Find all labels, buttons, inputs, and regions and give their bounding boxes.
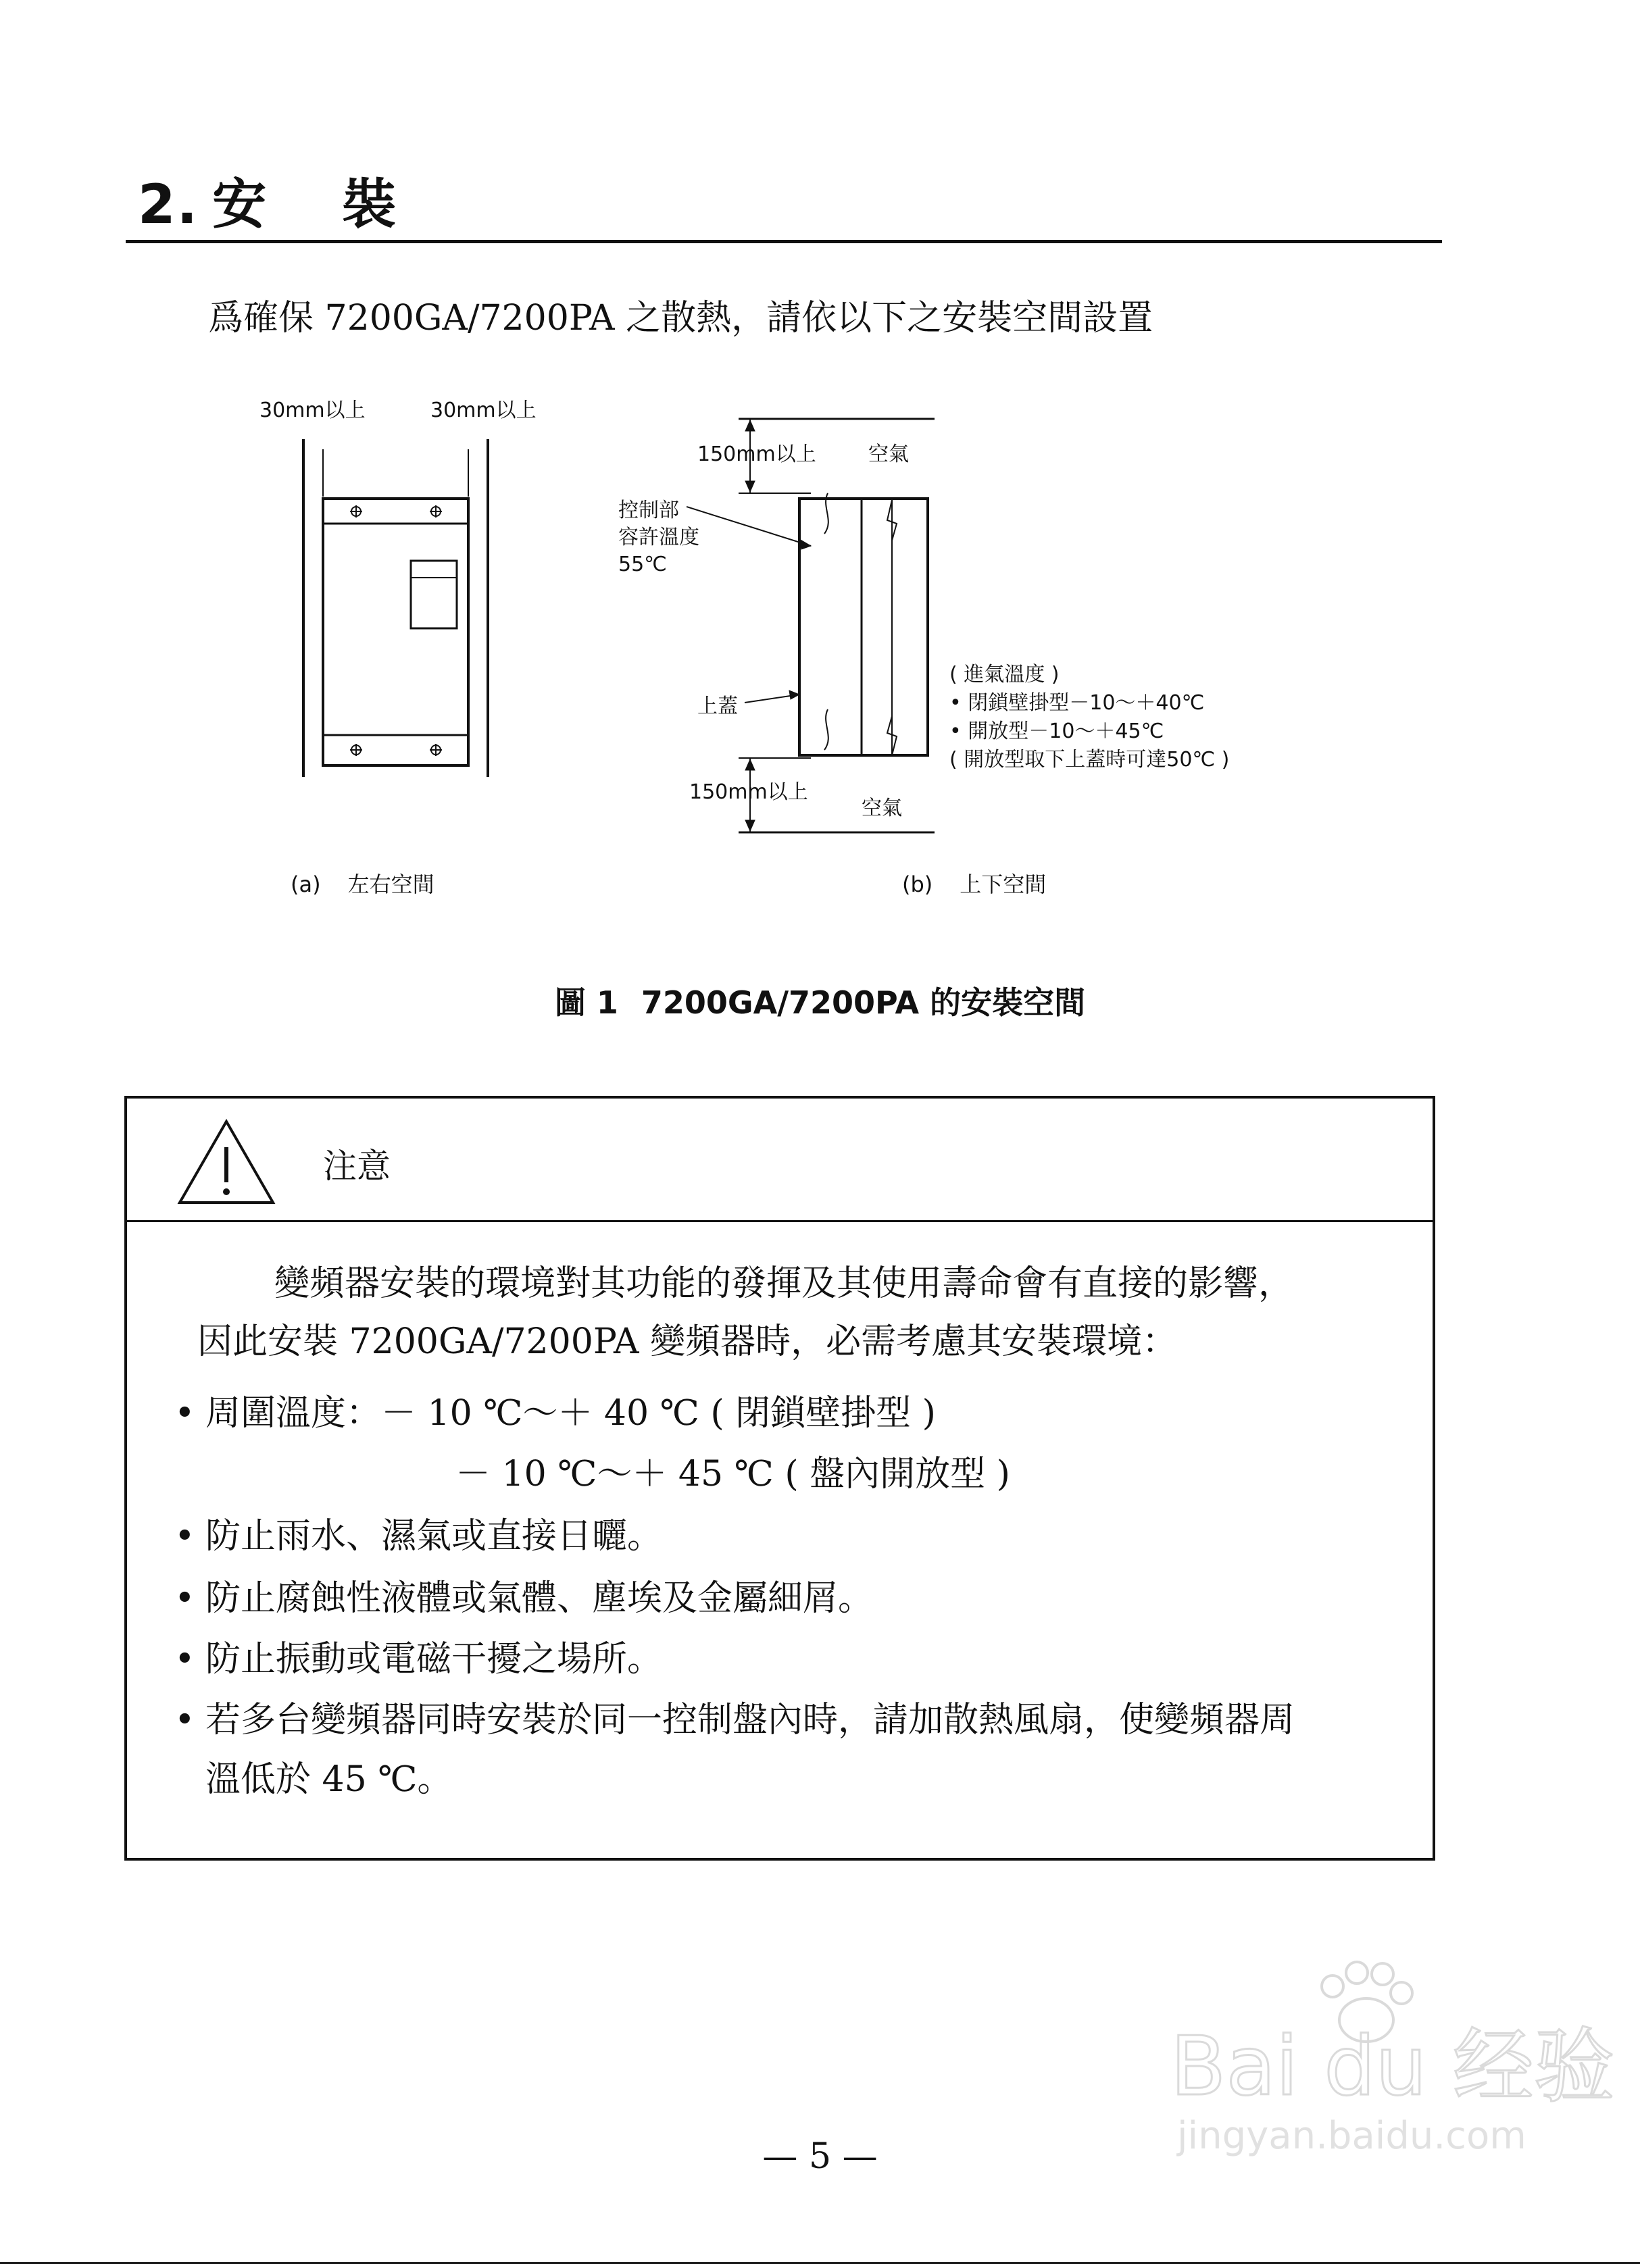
panel-a-label: 左右空間 (347, 872, 434, 897)
list-item-continuation: － 10 ℃～＋ 45 ℃ ( 盤內開放型 ) (455, 1454, 1010, 1494)
bottom-air-label: 空氣 (862, 797, 902, 820)
panel-a-caption (291, 867, 434, 899)
watermark-brand: Bai du 经验 (1170, 2020, 1615, 2114)
cover-label: 上蓋 (697, 695, 738, 718)
page-number: — 5 — (762, 2136, 878, 2177)
bottom-gap-label: 150mm以上 (689, 780, 808, 804)
figure-caption-text: 7200GA/7200PA 的安裝空間 (641, 984, 1086, 1021)
baidu-watermark-logo (1164, 1939, 1615, 2162)
control-temp-line2: 容許溫度 (618, 526, 699, 549)
warning-triangle-icon (176, 1117, 277, 1207)
control-temp-line1: 控制部 (618, 499, 679, 522)
figure-caption (0, 978, 1640, 1023)
list-item: • 若多台變頻器同時安裝於同一控制盤內時，請加散熱風扇，使變頻器周 (174, 1700, 1295, 1740)
screw-icons (350, 505, 442, 756)
section-number: 2. (138, 173, 199, 236)
list-item: • 防止雨水、濕氣或直接日曬。 (174, 1516, 663, 1557)
section-title-part1: 安 (212, 173, 268, 236)
panel-a-diagram (303, 439, 488, 777)
list-item: • 防止腐蝕性液體或氣體、塵埃及金屬細屑。 (174, 1578, 874, 1619)
panel-b-caption (902, 867, 1046, 899)
list-item: • 防止振動或電磁干擾之場所。 (174, 1639, 663, 1680)
page-bottom-edge (0, 2262, 1640, 2264)
control-temp-line3: 55℃ (618, 553, 667, 576)
intake-temp-title: ( 進氣溫度 ) (949, 663, 1060, 686)
caution-paragraph-line1: 變頻器安裝的環境對其功能的發揮及其使用壽命會有直接的影響， (274, 1263, 1294, 1304)
list-item: • 周圍溫度：－ 10 ℃～＋ 40 ℃ ( 閉鎖壁掛型 ) (174, 1393, 936, 1434)
intake-temp-note: ( 開放型取下上蓋時可達50℃ ) (949, 748, 1230, 772)
section-title-part2: 裝 (342, 173, 398, 236)
caution-label: 注意 (323, 1146, 391, 1186)
drive-body-front (323, 499, 468, 765)
left-gap-label: 30mm以上 (259, 399, 366, 422)
keypad-panel (411, 561, 457, 628)
right-gap-label: 30mm以上 (430, 399, 537, 422)
intake-temp-open: • 開放型－10～＋45℃ (949, 720, 1164, 743)
panel-b-diagram (687, 419, 935, 832)
caution-header (127, 1099, 1433, 1222)
watermark-url: jingyan.baidu.com (1177, 2114, 1526, 2158)
panel-a-tag: (a) (291, 872, 321, 897)
intake-temp-closed: • 閉鎖壁掛型－10～＋40℃ (949, 691, 1205, 715)
panel-b-label: 上下空間 (960, 872, 1047, 897)
caution-paragraph-line2: 因此安裝 7200GA/7200PA 變頻器時，必需考慮其安裝環境： (197, 1321, 1178, 1362)
intro-text: 爲確保 7200GA/7200PA 之散熱，請依以下之安裝空間設置 (208, 298, 1153, 338)
top-air-label: 空氣 (868, 443, 909, 466)
figure-number: 圖 1 (554, 984, 618, 1021)
list-item-continuation: 溫低於 45 ℃。 (205, 1759, 453, 1800)
panel-b-tag: (b) (902, 872, 933, 897)
top-gap-label: 150mm以上 (697, 443, 816, 466)
drive-body-side (799, 499, 928, 755)
installation-space-diagram (0, 0, 1640, 946)
caution-box (124, 1096, 1435, 1861)
